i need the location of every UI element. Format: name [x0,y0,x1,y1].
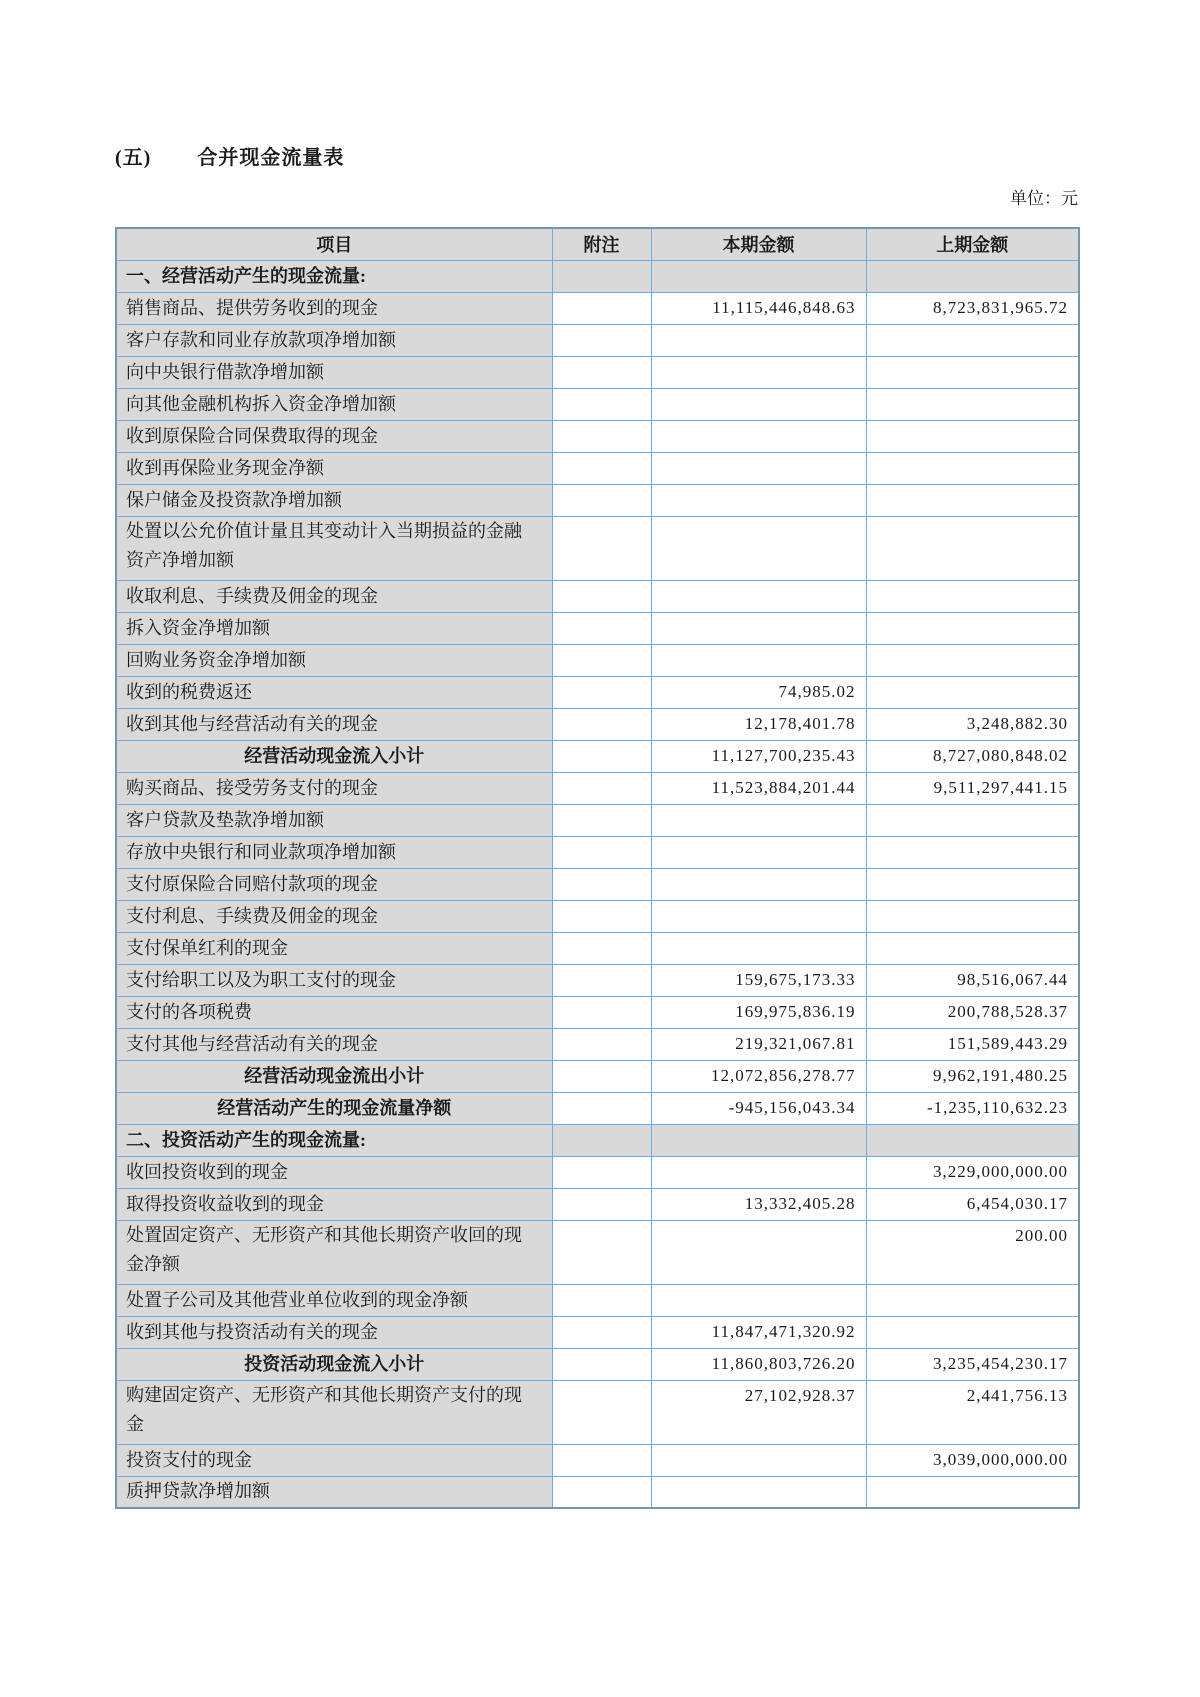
cell-item-label: 投资活动现金流入小计 [116,1348,552,1380]
table-row [116,1284,1079,1316]
cell-prior-amount [866,324,1079,356]
cell-prior-amount [866,516,1079,580]
table-row [116,1348,1079,1380]
cell-note [552,868,651,900]
cell-note [552,1028,651,1060]
cell-note [552,772,651,804]
cell-note [552,260,651,292]
cell-prior-amount [866,452,1079,484]
cell-note [552,484,651,516]
cell-item-label: 支付保单红利的现金 [116,932,552,964]
cell-item-label: 客户存款和同业存放款项净增加额 [116,324,552,356]
cell-prior-amount [866,420,1079,452]
cell-note [552,1220,651,1284]
cell-prior-amount [866,1316,1079,1348]
cell-item-label: 客户贷款及垫款净增加额 [116,804,552,836]
cell-note [552,388,651,420]
table-row [116,836,1079,868]
cell-prior-amount [866,1476,1079,1508]
cell-note [552,420,651,452]
cell-note [552,644,651,676]
table-row [116,292,1079,324]
cell-current-amount: 12,178,401.78 [651,708,866,740]
cell-current-amount: 27,102,928.37 [651,1380,866,1444]
cell-item-label: 处置子公司及其他营业单位收到的现金净额 [116,1284,552,1316]
cell-note [552,1348,651,1380]
cell-current-amount [651,900,866,932]
cell-current-amount: -945,156,043.34 [651,1092,866,1124]
cell-current-amount [651,836,866,868]
cell-current-amount: 11,860,803,726.20 [651,1348,866,1380]
cell-item-label: 质押贷款净增加额 [116,1476,552,1508]
table-row [116,644,1079,676]
cell-item-label: 支付原保险合同赔付款项的现金 [116,868,552,900]
cell-note [552,580,651,612]
cell-prior-amount [866,1284,1079,1316]
table-row [116,772,1079,804]
cell-item-label: 保户储金及投资款净增加额 [116,484,552,516]
table-row [116,612,1079,644]
cell-prior-amount: 200,788,528.37 [866,996,1079,1028]
cell-note [552,836,651,868]
cell-item-label: 经营活动现金流入小计 [116,740,552,772]
cell-current-amount: 11,115,446,848.63 [651,292,866,324]
table-row [116,1188,1079,1220]
cell-note [552,1188,651,1220]
cell-item-label: 向中央银行借款净增加额 [116,356,552,388]
table-row [116,324,1079,356]
cell-current-amount: 74,985.02 [651,676,866,708]
table-row [116,420,1079,452]
cell-current-amount [651,1284,866,1316]
cell-prior-amount [866,900,1079,932]
cell-note [552,612,651,644]
table-row [116,1060,1079,1092]
cell-current-amount: 11,847,471,320.92 [651,1316,866,1348]
cell-current-amount [651,1156,866,1188]
cell-current-amount [651,868,866,900]
cell-note [552,804,651,836]
col-header-item: 项目 [116,228,552,260]
table-row [116,1124,1079,1156]
page-title: 合并现金流量表 [197,147,345,169]
cell-note [552,324,651,356]
cell-current-amount [651,644,866,676]
cell-note [552,452,651,484]
cell-note [552,676,651,708]
cell-prior-amount [866,260,1079,292]
cell-current-amount [651,804,866,836]
cell-item-label: 支付给职工以及为职工支付的现金 [116,964,552,996]
cell-current-amount [651,452,866,484]
cell-item-label: 支付的各项税费 [116,996,552,1028]
cell-current-amount: 11,523,884,201.44 [651,772,866,804]
cell-prior-amount [866,484,1079,516]
table-header-row [116,228,1079,260]
cell-current-amount [651,260,866,292]
cell-item-label: 销售商品、提供劳务收到的现金 [116,292,552,324]
cell-current-amount [651,484,866,516]
table-row [116,900,1079,932]
cell-prior-amount: 151,589,443.29 [866,1028,1079,1060]
cell-prior-amount [866,932,1079,964]
cell-item-label: 购买商品、接受劳务支付的现金 [116,772,552,804]
cell-current-amount [651,324,866,356]
cell-current-amount: 159,675,173.33 [651,964,866,996]
table-row [116,1028,1079,1060]
cell-note [552,1156,651,1188]
cell-current-amount: 13,332,405.28 [651,1188,866,1220]
table-row [116,740,1079,772]
cell-note [552,932,651,964]
cell-note [552,1124,651,1156]
cell-current-amount [651,1220,866,1284]
cell-note [552,356,651,388]
cell-note [552,1284,651,1316]
cell-item-label: 投资支付的现金 [116,1444,552,1476]
cell-item-label: 处置固定资产、无形资产和其他长期资产收回的现金净额 [116,1220,552,1284]
table-row [116,1156,1079,1188]
table-row [116,516,1079,580]
table-row [116,1380,1079,1444]
cell-current-amount [651,516,866,580]
cell-prior-amount: 3,235,454,230.17 [866,1348,1079,1380]
cell-note [552,900,651,932]
col-header-note: 附注 [552,228,651,260]
cell-note [552,292,651,324]
cell-current-amount: 11,127,700,235.43 [651,740,866,772]
table-row [116,484,1079,516]
cell-prior-amount: 2,441,756.13 [866,1380,1079,1444]
cell-item-label: 支付利息、手续费及佣金的现金 [116,900,552,932]
cell-item-label: 收取利息、手续费及佣金的现金 [116,580,552,612]
table-row [116,868,1079,900]
cash-flow-table [115,227,1080,1509]
cell-prior-amount: 3,248,882.30 [866,708,1079,740]
cell-current-amount [651,356,866,388]
cell-current-amount [651,1124,866,1156]
table-row [116,1316,1079,1348]
cell-current-amount: 12,072,856,278.77 [651,1060,866,1092]
cell-note [552,996,651,1028]
cell-note [552,1380,651,1444]
col-header-current-amount: 本期金额 [651,228,866,260]
cell-prior-amount [866,676,1079,708]
cell-current-amount [651,420,866,452]
cell-item-label: 取得投资收益收到的现金 [116,1188,552,1220]
cell-note [552,740,651,772]
cell-prior-amount [866,644,1079,676]
section-number: (五) [115,147,152,169]
cell-note [552,1060,651,1092]
table-row [116,708,1079,740]
cell-prior-amount: 8,723,831,965.72 [866,292,1079,324]
table-row [116,260,1079,292]
cell-note [552,1316,651,1348]
table-row [116,676,1079,708]
cell-current-amount: 219,321,067.81 [651,1028,866,1060]
cell-item-label: 支付其他与经营活动有关的现金 [116,1028,552,1060]
table-row [116,804,1079,836]
cell-note [552,1092,651,1124]
table-row [116,1220,1079,1284]
cell-note [552,516,651,580]
cell-item-label: 收回投资收到的现金 [116,1156,552,1188]
table-row [116,1476,1079,1508]
table-row [116,356,1079,388]
cell-item-label: 向其他金融机构拆入资金净增加额 [116,388,552,420]
cell-prior-amount: 3,229,000,000.00 [866,1156,1079,1188]
cell-prior-amount [866,804,1079,836]
cell-prior-amount: 3,039,000,000.00 [866,1444,1079,1476]
table-row [116,932,1079,964]
cell-current-amount [651,1476,866,1508]
cell-note [552,1444,651,1476]
cell-item-label: 经营活动现金流出小计 [116,1060,552,1092]
cell-note [552,964,651,996]
table-row [116,964,1079,996]
cell-current-amount [651,580,866,612]
section-title [115,141,344,170]
cell-current-amount [651,388,866,420]
cell-current-amount [651,1444,866,1476]
cell-prior-amount [866,612,1079,644]
cell-current-amount [651,612,866,644]
cell-item-label: 二、投资活动产生的现金流量: [116,1124,552,1156]
cell-item-label: 经营活动产生的现金流量净额 [116,1092,552,1124]
table-row [116,452,1079,484]
cell-item-label: 拆入资金净增加额 [116,612,552,644]
cell-current-amount: 169,975,836.19 [651,996,866,1028]
cell-prior-amount [866,868,1079,900]
cell-current-amount [651,932,866,964]
cell-prior-amount: 200.00 [866,1220,1079,1284]
cell-prior-amount: 9,511,297,441.15 [866,772,1079,804]
cell-prior-amount [866,388,1079,420]
cell-note [552,708,651,740]
cell-prior-amount: 6,454,030.17 [866,1188,1079,1220]
cell-note [552,1476,651,1508]
cell-prior-amount: -1,235,110,632.23 [866,1092,1079,1124]
table-row [116,996,1079,1028]
cell-prior-amount [866,1124,1079,1156]
cell-item-label: 一、经营活动产生的现金流量: [116,260,552,292]
cell-prior-amount [866,580,1079,612]
cell-prior-amount: 98,516,067.44 [866,964,1079,996]
cell-prior-amount [866,836,1079,868]
cell-item-label: 收到其他与投资活动有关的现金 [116,1316,552,1348]
table-body [116,260,1079,1508]
cell-prior-amount: 8,727,080,848.02 [866,740,1079,772]
cell-prior-amount [866,356,1079,388]
cell-item-label: 收到其他与经营活动有关的现金 [116,708,552,740]
col-header-prior-amount: 上期金额 [866,228,1079,260]
cell-item-label: 收到的税费返还 [116,676,552,708]
table-row [116,1092,1079,1124]
cell-prior-amount: 9,962,191,480.25 [866,1060,1079,1092]
unit-label: 单位：元 [1010,189,1078,208]
cell-item-label: 收到再保险业务现金净额 [116,452,552,484]
cell-item-label: 存放中央银行和同业款项净增加额 [116,836,552,868]
table-row [116,388,1079,420]
cell-item-label: 处置以公允价值计量且其变动计入当期损益的金融资产净增加额 [116,516,552,580]
table-row [116,1444,1079,1476]
cell-item-label: 购建固定资产、无形资产和其他长期资产支付的现金 [116,1380,552,1444]
cell-item-label: 收到原保险合同保费取得的现金 [116,420,552,452]
table-row [116,580,1079,612]
cell-item-label: 回购业务资金净增加额 [116,644,552,676]
